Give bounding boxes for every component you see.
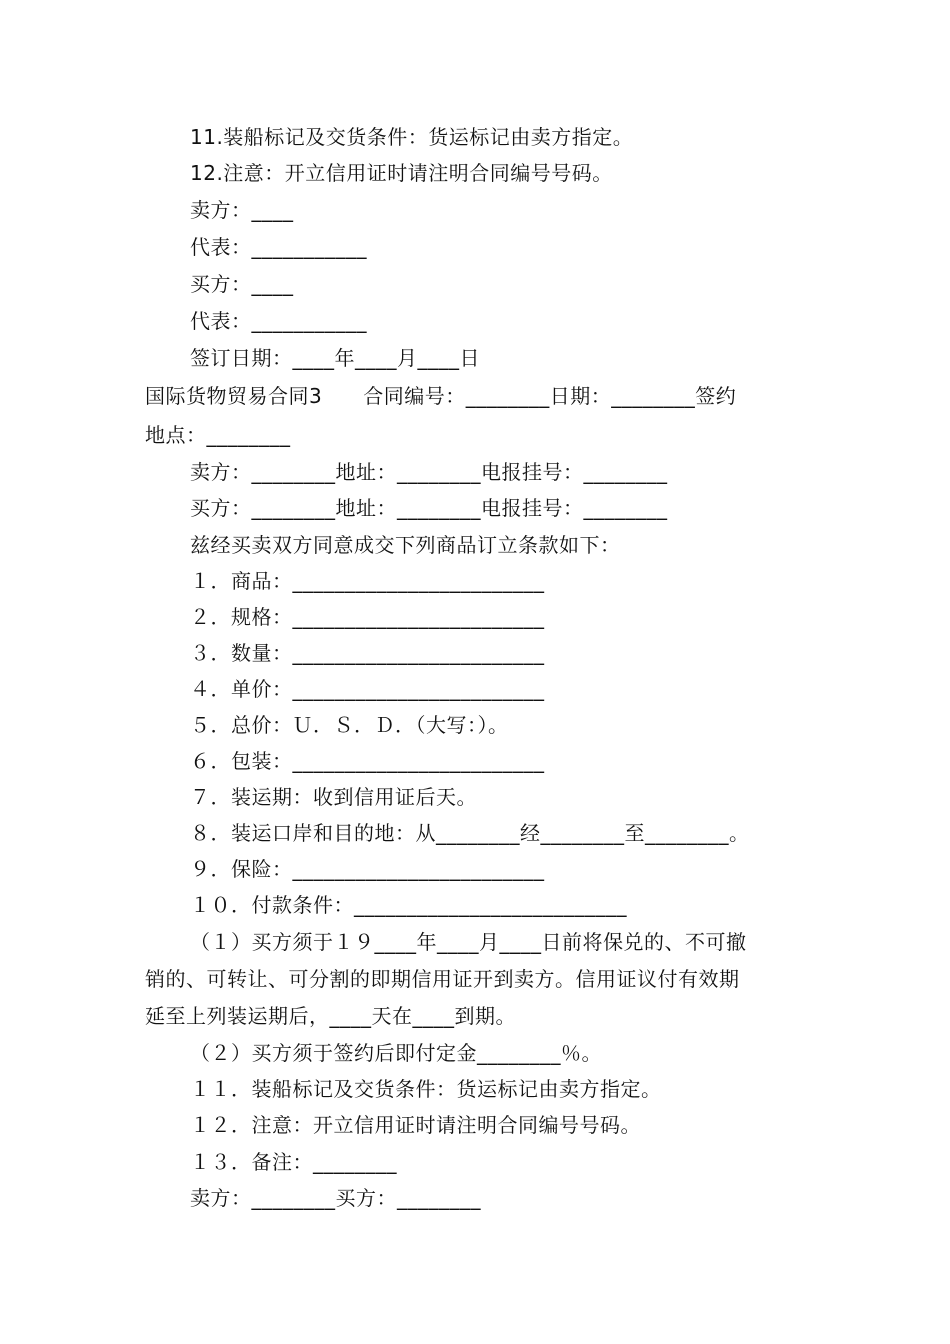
seller-line: 卖方：____ bbox=[190, 198, 294, 222]
item-3-quantity: ３．数量：________________________ bbox=[190, 641, 545, 665]
signing-place-line: 地点：________ bbox=[145, 423, 291, 447]
buyer-representative-line: 代表：___________ bbox=[190, 309, 367, 333]
payment-clause-1-line-3: 延至上列装运期后，____天在____到期。 bbox=[145, 1004, 516, 1028]
payment-clause-1-line-2: 销的、可转让、可分割的即期信用证开到卖方。信用证议付有效期 bbox=[145, 967, 740, 991]
item-7-shipment-period: ７．装运期：收到信用证后天。 bbox=[190, 785, 477, 809]
buyer-line: 买方：____ bbox=[190, 272, 294, 296]
item-13-remarks: １３．备注：________ bbox=[190, 1150, 397, 1174]
item-5-total-price: ５．总价：Ｕ．Ｓ．Ｄ．（大写：）。 bbox=[190, 713, 509, 737]
item-9-insurance: ９．保险：________________________ bbox=[190, 857, 545, 881]
item-10-payment-terms: １０．付款条件：__________________________ bbox=[190, 893, 627, 917]
seller-address-line: 卖方：________地址：________电报挂号：________ bbox=[190, 460, 668, 484]
agreement-intro-line: 兹经买卖双方同意成交下列商品订立条款如下： bbox=[190, 533, 621, 557]
item-2-specification: ２．规格：________________________ bbox=[190, 605, 545, 629]
buyer-address-line: 买方：________地址：________电报挂号：________ bbox=[190, 496, 668, 520]
item-6-packing: ６．包装：________________________ bbox=[190, 749, 545, 773]
payment-clause-1-line-1: （１）买方须于１９____年____月____日前将保兑的、不可撤 bbox=[190, 930, 747, 954]
payment-clause-2: （２）买方须于签约后即付定金________％。 bbox=[190, 1041, 602, 1065]
item-12-notice: １２．注意：开立信用证时请注明合同编号号码。 bbox=[190, 1113, 641, 1137]
contract-title-line: 国际货物贸易合同3 合同编号：________日期：________签约 bbox=[145, 384, 737, 408]
item-1-commodity: １．商品：________________________ bbox=[190, 569, 545, 593]
clause-12-notice: 12.注意：开立信用证时请注明合同编号号码。 bbox=[190, 161, 613, 185]
item-4-unit-price: ４．单价：________________________ bbox=[190, 677, 545, 701]
item-11-shipping-marks: １１．装船标记及交货条件：货运标记由卖方指定。 bbox=[190, 1077, 662, 1101]
seller-representative-line: 代表：___________ bbox=[190, 235, 367, 259]
item-8-ports: ８．装运口岸和目的地：从________经________至________。 bbox=[190, 821, 750, 845]
signing-date-line: 签订日期：____年____月____日 bbox=[190, 346, 480, 370]
signature-line: 卖方：________买方：________ bbox=[190, 1186, 481, 1210]
clause-11-shipping-marks: 11.装船标记及交货条件：货运标记由卖方指定。 bbox=[190, 125, 634, 149]
